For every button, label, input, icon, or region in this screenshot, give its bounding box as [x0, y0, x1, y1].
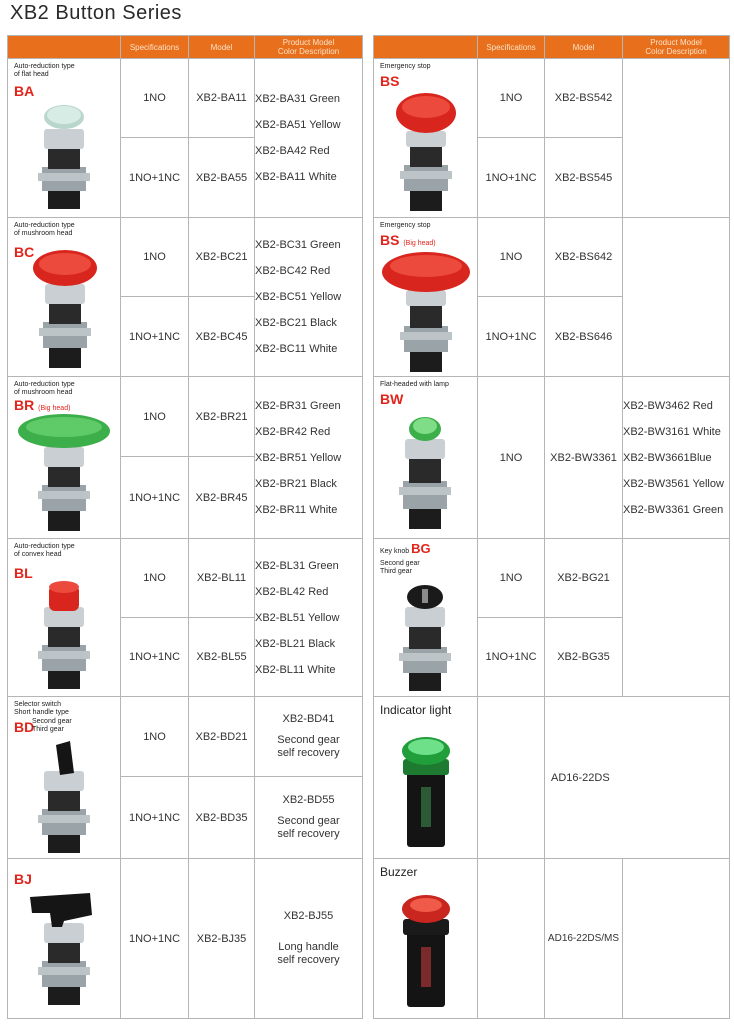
table-row [8, 859, 363, 1019]
buzzer-cell [374, 859, 478, 1019]
color-description: XB2-BA42 Red [255, 145, 330, 157]
model-cell: XB2-BJ35 [189, 859, 255, 1019]
product-bs-big-cell [374, 218, 478, 377]
spec-cell: 1NO+1NC [121, 297, 189, 377]
description-cell [623, 218, 730, 377]
description-cell [255, 539, 363, 697]
model-cell: XB2-BL55 [189, 618, 255, 697]
product-code: BR [14, 397, 35, 413]
indicator-light-image [393, 727, 459, 851]
buzzer-image [393, 887, 459, 1011]
spec-cell: 1NO [121, 377, 189, 457]
left-product-table [7, 35, 363, 1019]
description-cell [623, 59, 730, 218]
header-specifications: Specifications [121, 36, 189, 59]
gear-note: Second gear Third gear [380, 560, 420, 575]
mushroom-head-button-image [19, 246, 109, 371]
flat-head-button-image [26, 101, 102, 211]
description-cell [623, 539, 730, 697]
recovery-note: Second gear self recovery [277, 815, 340, 840]
model-cell: AD16-22DS [545, 697, 730, 859]
description-cell [255, 377, 363, 539]
product-model: XB2-BD41 [282, 713, 335, 725]
description-cell [255, 859, 363, 1019]
product-caption: Indicator light [380, 703, 452, 717]
table-row [374, 218, 730, 297]
spec-cell: 1NO+1NC [478, 297, 545, 377]
color-description: XB2-BR21 Black [255, 477, 337, 490]
color-description: XB2-BC21 Black [255, 317, 337, 329]
description-cell [255, 697, 363, 777]
model-cell: XB2-BS646 [545, 297, 623, 377]
spec-cell: 1NO [121, 218, 189, 297]
product-model: XB2-BJ55 [283, 910, 334, 922]
product-caption: Emergency stop [380, 63, 431, 70]
spec-cell [478, 697, 545, 859]
color-description: XB2-BL21 Black [255, 637, 336, 650]
spec-cell: 1NO+1NC [121, 138, 189, 218]
color-description: XB2-BR11 White [255, 503, 338, 516]
spec-cell: 1NO [478, 377, 545, 539]
spec-cell: 1NO+1NC [121, 618, 189, 697]
key-knob-switch-image [391, 581, 461, 693]
product-caption: Auto-reduction type of mushroom head [14, 222, 75, 237]
header-model: Model [189, 36, 255, 59]
color-description: XB2-BL42 Red [255, 585, 329, 598]
product-code: BJ [14, 871, 32, 887]
color-description: XB2-BL51 Yellow [255, 611, 340, 624]
color-description: XB2-BW3161 White [623, 425, 721, 438]
page-title: XB2 Button Series [10, 2, 182, 24]
big-emergency-stop-button-image [378, 250, 474, 374]
recovery-note: Long handle self recovery [277, 941, 340, 966]
table-row [374, 697, 730, 859]
model-cell: XB2-BC45 [189, 297, 255, 377]
indicator-light-cell [374, 697, 478, 859]
recovery-note: Second gear self recovery [277, 734, 340, 759]
selector-switch-image [26, 739, 102, 855]
gear-note: Second gear Third gear [32, 718, 72, 733]
model-cell: XB2-BL11 [189, 539, 255, 618]
spec-cell: 1NO [121, 539, 189, 618]
color-description: XB2-BC42 Red [255, 265, 331, 277]
spec-cell: 1NO [121, 59, 189, 138]
long-handle-selector-image [24, 891, 104, 1007]
color-description: XB2-BL31 Green [255, 559, 339, 572]
spec-cell: 1NO+1NC [121, 457, 189, 539]
product-bw-cell [374, 377, 478, 539]
header-model: Model [545, 36, 623, 59]
table-header [374, 36, 730, 59]
table-row [8, 697, 363, 777]
model-cell: XB2-BD21 [189, 697, 255, 777]
header-description: Product Model Color Description [255, 36, 363, 59]
spec-cell: 1NO+1NC [478, 138, 545, 218]
description-cell [255, 59, 363, 218]
product-caption: Emergency stop [380, 222, 431, 229]
table-row [8, 218, 363, 297]
spec-cell: 1NO [121, 697, 189, 777]
model-cell: XB2-BG21 [545, 539, 623, 618]
description-cell [255, 777, 363, 859]
product-code: BW [380, 391, 404, 407]
product-bs-cell [374, 59, 478, 218]
emergency-stop-button-image [386, 91, 466, 213]
model-cell: XB2-BG35 [545, 618, 623, 697]
product-br-cell [8, 377, 121, 539]
model-cell: AD16-22DS/MS [545, 859, 623, 1019]
product-bd-cell [8, 697, 121, 859]
model-cell: XB2-BS545 [545, 138, 623, 218]
description-cell [255, 218, 363, 377]
model-cell: XB2-BC21 [189, 218, 255, 297]
spec-cell: 1NO+1NC [121, 859, 189, 1019]
color-description: XB2-BC51 Yellow [255, 291, 342, 303]
color-description: XB2-BC11 White [255, 343, 338, 355]
color-description: XB2-BW3661Blue [623, 451, 712, 464]
product-caption: Selector switch Short handle type [14, 701, 69, 716]
table-row [8, 377, 363, 457]
spec-cell: 1NO+1NC [121, 777, 189, 859]
table-header [8, 36, 363, 59]
spec-cell: 1NO+1NC [478, 618, 545, 697]
model-cell: XB2-BA11 [189, 59, 255, 138]
code-note: (Big head) [38, 405, 71, 412]
color-description: XB2-BC31 Green [255, 239, 341, 251]
description-cell [623, 859, 730, 1019]
product-bc-cell [8, 218, 121, 377]
description-cell [623, 377, 730, 539]
code-note: (Big head) [403, 240, 436, 247]
product-caption: Buzzer [380, 865, 418, 879]
color-description: XB2-BL11 White [255, 663, 336, 676]
right-product-table [373, 35, 730, 1019]
color-description: XB2-BR31 Green [255, 399, 341, 412]
product-bl-cell [8, 539, 121, 697]
product-ba-cell [8, 59, 121, 218]
table-row [374, 377, 730, 539]
table-row [374, 539, 730, 618]
table-row [8, 59, 363, 138]
big-mushroom-head-button-image [14, 411, 114, 533]
header-specifications: Specifications [478, 36, 545, 59]
model-cell: XB2-BA55 [189, 138, 255, 218]
model-cell: XB2-BS542 [545, 59, 623, 138]
product-code: BC [14, 244, 35, 260]
product-caption: Key knob [380, 548, 410, 555]
header-description: Product Model Color Description [623, 36, 730, 59]
product-code: BG [411, 541, 431, 556]
color-description: XB2-BA51 Yellow [255, 119, 341, 131]
flat-head-lamp-button-image [391, 411, 461, 531]
product-caption: Auto-reduction type of convex head [14, 543, 75, 558]
product-caption: Auto-reduction type of mushroom head [14, 381, 75, 396]
model-cell: XB2-BS642 [545, 218, 623, 297]
color-description: XB2-BA31 Green [255, 93, 340, 105]
product-code: BA [14, 83, 35, 99]
product-caption: Auto-reduction type of flat head [14, 63, 75, 78]
model-cell: XB2-BW3361 [545, 377, 623, 539]
product-code: BD [14, 719, 35, 735]
spec-cell: 1NO [478, 218, 545, 297]
model-cell: XB2-BR45 [189, 457, 255, 539]
table-row [8, 539, 363, 618]
model-cell: XB2-BR21 [189, 377, 255, 457]
table-row [374, 59, 730, 138]
product-bg-cell [374, 539, 478, 697]
convex-head-button-image [26, 579, 102, 691]
color-description: XB2-BW3361 Green [623, 503, 724, 516]
color-description: XB2-BR42 Red [255, 425, 331, 438]
color-description: XB2-BR51 Yellow [255, 451, 342, 464]
table-row [374, 859, 730, 1019]
product-caption: Flat-headed with lamp [380, 381, 449, 388]
product-bj-cell [8, 859, 121, 1019]
model-cell: XB2-BD35 [189, 777, 255, 859]
product-code: BS [380, 73, 400, 89]
spec-cell [478, 859, 545, 1019]
product-code: BS [380, 232, 400, 248]
spec-cell: 1NO [478, 539, 545, 618]
product-code: BL [14, 565, 33, 581]
spec-cell: 1NO [478, 59, 545, 138]
color-description: XB2-BW3462 Red [623, 399, 713, 412]
color-description: XB2-BW3561 Yellow [623, 477, 724, 490]
product-model: XB2-BD55 [282, 794, 335, 806]
color-description: XB2-BA11 White [255, 171, 337, 183]
